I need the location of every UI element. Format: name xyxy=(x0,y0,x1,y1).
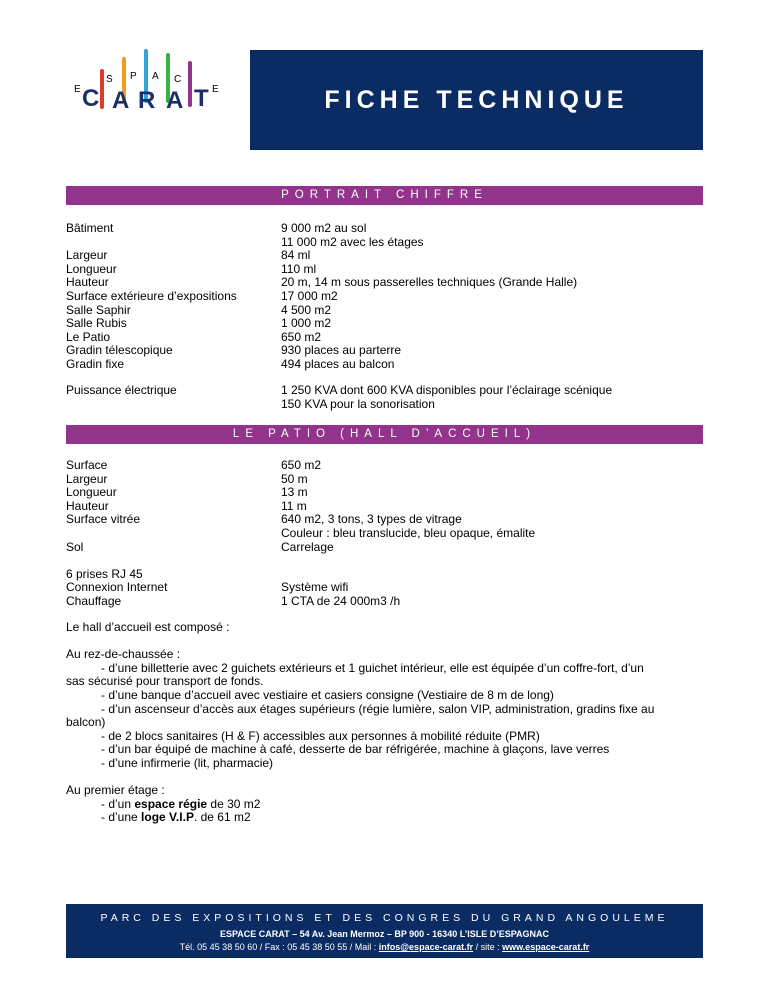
footer-title: PARC DES EXPOSITIONS ET DES CONGRES DU GRAND ANGOULEME xyxy=(100,912,669,924)
portrait-value: 17 000 m2 xyxy=(281,289,338,303)
patio-label: Chauffage xyxy=(66,594,122,608)
portrait-value: 930 places au parterre xyxy=(281,343,402,358)
description-floor-item xyxy=(66,811,706,825)
portrait-label: Salle Rubis xyxy=(66,316,127,331)
section-bar-patio: LE PATIO (HALL D’ACCUEIL) xyxy=(66,425,703,444)
logo-small-letter: C xyxy=(174,74,182,85)
patio-label: Connexion Internet xyxy=(66,580,168,595)
description-item: - d’une billetterie avec 2 guichets extérieurs et 1 guichet intérieur, elle est équipée d’un coffre-fort, d’un xyxy=(101,660,644,675)
description-item: - d’un ascenseur d’accès aux étages supérieurs (régie lumière, salon VIP, administration, gradins fixe au xyxy=(101,701,655,716)
portrait-value: 1 000 m2 xyxy=(281,316,332,331)
floor-item-text: - d’une xyxy=(101,810,142,825)
portrait-label: Largeur xyxy=(66,248,108,263)
patio-value: 640 m2, 3 tons, 3 types de vitrage xyxy=(281,512,462,527)
description-intro: Le hall d’accueil est composé : xyxy=(66,620,230,634)
floor-item-text: - d’un xyxy=(101,796,135,811)
portrait-label: Surface extérieure d’expositions xyxy=(66,289,237,303)
portrait-value: 20 m, 14 m sous passerelles techniques (Grande Halle) xyxy=(281,275,578,290)
logo-small-letter: A xyxy=(152,71,159,82)
description-item-cont: balcon) xyxy=(66,715,106,730)
portrait-label: Gradin fixe xyxy=(66,357,125,371)
footer-site-link[interactable]: www.espace-carat.fr xyxy=(502,942,590,952)
logo-big-letter: T xyxy=(194,85,209,112)
description-item: - d’un bar équipé de machine à café, desserte de bar réfrigérée, machine à glaçons, lave verres xyxy=(101,742,610,757)
floor-item-bold: espace régie xyxy=(134,796,208,811)
portrait-label: Puissance électrique xyxy=(66,383,177,397)
description-floor-title: Au premier étage : xyxy=(66,783,165,798)
logo-big-letter: A xyxy=(112,87,130,114)
logo-small-letter: S xyxy=(106,74,113,85)
portrait-value: 150 KVA pour la sonorisation xyxy=(281,396,435,411)
portrait-label: Salle Saphir xyxy=(66,302,131,317)
footer-email-link[interactable]: infos@espace-carat.fr xyxy=(378,942,474,952)
patio-value: 1 CTA de 24 000m3 /h xyxy=(281,594,401,608)
portrait-value: 11 000 m2 avec les étages xyxy=(281,234,424,249)
patio-table xyxy=(0,459,768,609)
portrait-label: Longueur xyxy=(66,261,117,276)
patio-value: 11 m xyxy=(281,498,307,513)
patio-value: 13 m xyxy=(281,485,308,500)
portrait-value: 1 250 KVA dont 600 KVA disponibles pour l’éclairage scénique xyxy=(281,383,613,397)
logo-small-letter: E xyxy=(74,84,81,95)
patio-value: 50 m xyxy=(281,471,308,486)
description-item: - d’une infirmerie (lit, pharmacie) xyxy=(101,755,274,770)
footer-contact xyxy=(66,942,703,952)
description-rdc-title: Au rez-de-chaussée : xyxy=(66,647,181,662)
espace-carat-logo xyxy=(66,47,236,127)
portrait-table xyxy=(0,222,768,422)
portrait-label: Le Patio xyxy=(66,329,111,344)
patio-label: Surface vitrée xyxy=(66,512,141,527)
portrait-value: 494 places au balcon xyxy=(281,357,395,371)
patio-label: Sol xyxy=(66,539,84,554)
patio-label: Longueur xyxy=(66,485,117,500)
logo-big-letter: R xyxy=(138,87,156,114)
description-item: - de 2 blocs sanitaires (H & F) accessibles aux personnes à mobilité réduite (PMR) xyxy=(101,728,540,743)
patio-value: 650 m2 xyxy=(281,458,322,472)
patio-label: Surface xyxy=(66,458,108,472)
description-floor-item xyxy=(66,798,706,812)
logo-big-letter: C xyxy=(82,85,100,112)
portrait-value: 84 ml xyxy=(281,248,311,263)
portrait-label: Gradin télescopique xyxy=(66,343,173,358)
patio-label: Hauteur xyxy=(66,498,109,513)
portrait-value: 650 m2 xyxy=(281,329,322,344)
patio-value: Couleur : bleu translucide, bleu opaque, émalite xyxy=(281,526,536,540)
portrait-label: Hauteur xyxy=(66,275,109,290)
description-item-cont: sas sécurisé pour transport de fonds. xyxy=(66,674,264,689)
portrait-value: 110 ml xyxy=(281,261,317,276)
description-item: - d’une banque d’accueil avec vestiaire et casiers consigne (Vestiaire de 8 m de long) xyxy=(101,687,554,702)
footer-site-label: / site : xyxy=(473,942,503,952)
floor-item-text: . de 61 m2 xyxy=(193,810,251,825)
footer xyxy=(66,904,703,958)
footer-address: ESPACE CARAT – 54 Av. Jean Mermoz – BP 900 - 16340 L’ISLE D’ESPAGNAC xyxy=(219,929,550,939)
patio-label: Largeur xyxy=(66,471,108,486)
floor-item-bold: loge V.I.P xyxy=(141,810,194,825)
portrait-value: 4 500 m2 xyxy=(281,302,332,317)
patio-value: Système wifi xyxy=(281,580,349,595)
logo-small-letter: P xyxy=(130,71,137,82)
logo-stripe-red xyxy=(100,69,104,109)
section-bar-portrait: PORTRAIT CHIFFRE xyxy=(66,186,703,205)
logo-big-letter: A xyxy=(166,87,184,114)
logo-stripe-purple xyxy=(188,61,192,107)
portrait-value: 9 000 m2 au sol xyxy=(281,221,367,235)
portrait-label: Bâtiment xyxy=(66,221,114,235)
page-title: FICHE TECHNIQUE xyxy=(324,86,629,114)
hall-description xyxy=(66,621,706,825)
footer-phone: Tél. 05 45 38 50 60 / Fax : 05 45 38 50 55 / Mail : xyxy=(179,942,379,952)
patio-label: 6 prises RJ 45 xyxy=(66,566,143,581)
patio-value: Carrelage xyxy=(281,539,334,554)
logo-small-letter: E xyxy=(212,84,219,95)
floor-item-text: de 30 m2 xyxy=(207,796,261,811)
